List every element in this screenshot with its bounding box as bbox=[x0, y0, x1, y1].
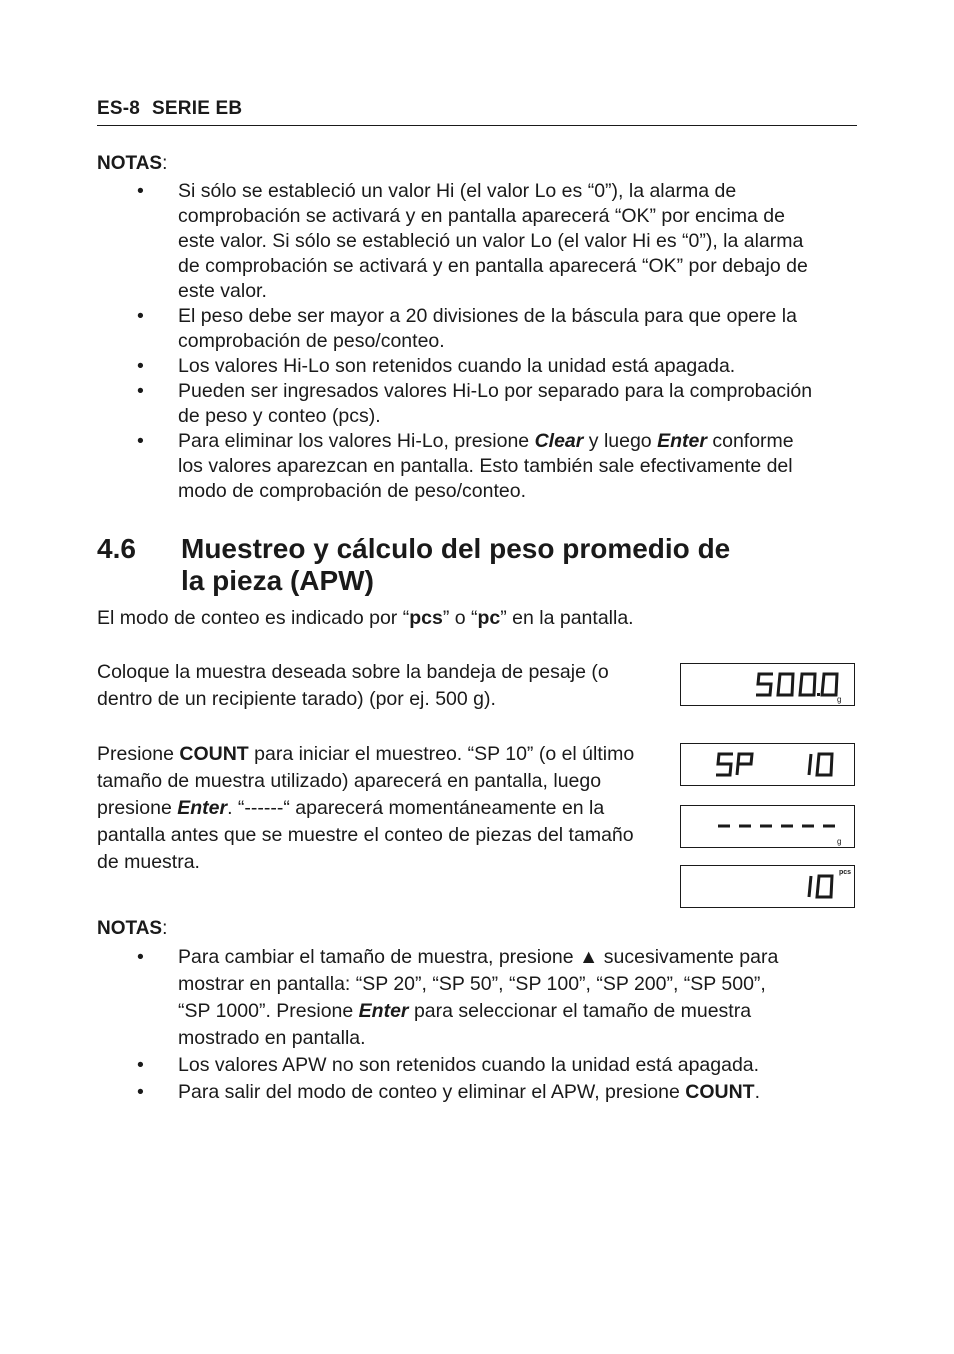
display-500g bbox=[680, 663, 855, 706]
page-code: ES-8 bbox=[97, 98, 141, 119]
clear-key: Clear bbox=[534, 430, 584, 452]
notes-list-2 bbox=[97, 944, 857, 1106]
display-10pcs bbox=[680, 865, 855, 908]
count-key: COUNT bbox=[179, 743, 249, 765]
svg-text:pcs: pcs bbox=[839, 869, 852, 876]
list-item: • Para cambiar el tamaño de muestra, presione ▲ sucesivamente para mostrar en pantalla: “SP 20”, “SP 50”, “SP 100”, “SP 200”, “SP 500”, “SP 1000”. Presione Enter para seleccionar el tamaño de muestra mostrado en pantalla. bbox=[137, 946, 779, 1049]
section-title: Muestreo y cálculo del peso promedio de la pieza (APW) bbox=[181, 533, 731, 596]
intro-paragraph: El modo de conteo es indicado por “pcs” o “pc” en la pantalla. bbox=[97, 607, 634, 629]
svg-text:SP 10: SP 10 bbox=[681, 744, 684, 745]
svg-text:g: g bbox=[837, 837, 842, 846]
list-item: • Para salir del modo de conteo y eliminar el APW, presione COUNT. bbox=[137, 1081, 761, 1103]
list-item: • Los valores Hi-Lo son retenidos cuando la unidad está apagada. bbox=[137, 355, 736, 377]
list-item: • Si sólo se estableció un valor Hi (el valor Lo es “0”), la alarma de comprobación se activará y en pantalla aparecerá “OK” por encima de este valor. Si sólo se estableció un valor Lo (el valor Hi es “0”), la alarma de comprobación se activará y en pantalla aparecerá “OK” por debajo de este valor. bbox=[137, 180, 808, 302]
svg-text:500.0: 500.0 bbox=[681, 664, 684, 665]
display-dashes bbox=[680, 805, 855, 848]
svg-text:g: g bbox=[837, 695, 842, 704]
display-sp10 bbox=[680, 743, 855, 786]
page-header bbox=[97, 98, 242, 120]
section-number: 4.6 bbox=[97, 533, 136, 564]
svg-text:10: 10 bbox=[681, 866, 683, 867]
enter-key: Enter bbox=[177, 797, 228, 819]
list-item: • El peso debe ser mayor a 20 divisiones de la báscula para que opere la comprobación de peso/conteo. bbox=[137, 305, 797, 352]
notes-label: NOTAS: bbox=[97, 153, 168, 174]
enter-key: Enter bbox=[657, 430, 707, 452]
up-arrow-icon: ▲ bbox=[579, 946, 599, 968]
header-rule bbox=[97, 125, 857, 126]
svg-text:------: ------ bbox=[681, 806, 683, 807]
display-sp10-graphic bbox=[681, 744, 853, 784]
list-item: • Los valores APW no son retenidos cuando la unidad está apagada. bbox=[137, 1054, 760, 1076]
series-name: SERIE EB bbox=[152, 98, 243, 119]
display-500g-graphic bbox=[681, 664, 853, 704]
step2-paragraph: Presione COUNT para iniciar el muestreo. “SP 10” (o el último tamaño de muestra utilizado) aparecerá en pantalla, luego presione Enter. “------“ aparecerá momentáneamente en la pantalla antes que se muestre el conteo de piezas del tamaño de muestra. bbox=[97, 743, 635, 873]
notes-label-2: NOTAS: bbox=[97, 918, 168, 939]
enter-key: Enter bbox=[358, 1000, 409, 1022]
step1-paragraph: Coloque la muestra deseada sobre la bandeja de pesaje (o dentro de un recipiente tarado) (por ej. 500 g). bbox=[97, 661, 609, 710]
list-item: • Para eliminar los valores Hi-Lo, presione Clear y luego Enter conforme los valores aparezcan en pantalla. Esto también sale efectivamente del modo de comprobación de peso/conteo. bbox=[137, 430, 794, 502]
display-dashes-graphic bbox=[681, 806, 853, 846]
notes-list bbox=[97, 179, 857, 504]
display-10pcs-graphic bbox=[681, 866, 853, 906]
list-item: • Pueden ser ingresados valores Hi-Lo por separado para la comprobación de peso y conteo (pcs). bbox=[137, 380, 813, 427]
count-key: COUNT bbox=[685, 1081, 755, 1103]
